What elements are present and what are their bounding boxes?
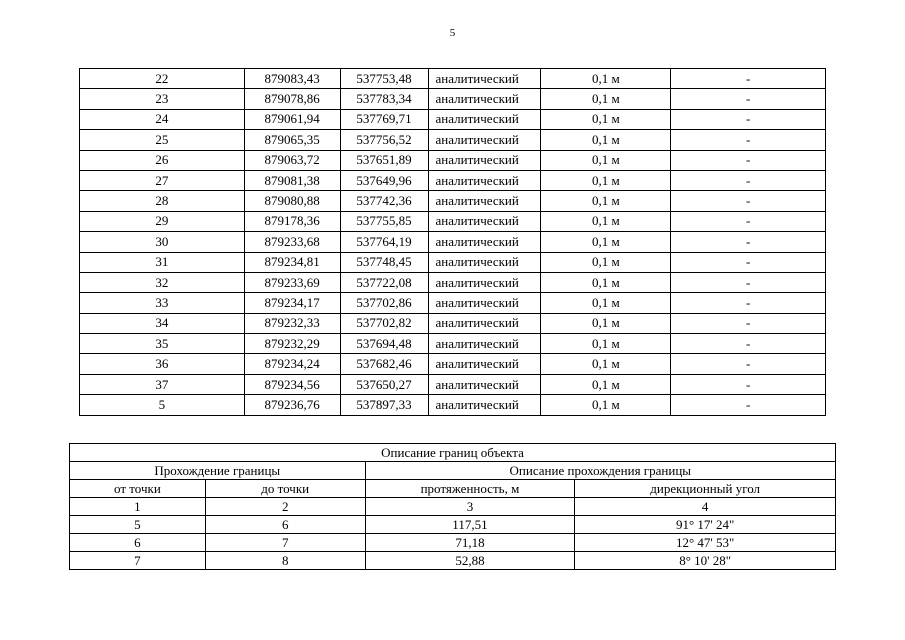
table-row	[80, 109, 826, 129]
y-coordinate-cell: 537756,52	[340, 130, 428, 150]
method-cell: аналитический	[428, 69, 541, 89]
to-point-cell: 7	[205, 534, 365, 552]
x-coordinate-cell: 879234,81	[244, 252, 340, 272]
note-cell: -	[671, 170, 826, 190]
y-coordinate-cell: 537694,48	[340, 334, 428, 354]
boundary-table-body	[70, 516, 836, 570]
x-coordinate-cell: 879178,36	[244, 211, 340, 231]
accuracy-cell: 0,1 м	[541, 374, 671, 394]
boundary-table-header-row	[70, 480, 836, 498]
column-number: 3	[365, 498, 575, 516]
column-header-from-point: от точки	[70, 480, 206, 498]
accuracy-cell: 0,1 м	[541, 232, 671, 252]
y-coordinate-cell: 537682,46	[340, 354, 428, 374]
length-cell: 117,51	[365, 516, 575, 534]
note-cell: -	[671, 252, 826, 272]
x-coordinate-cell: 879232,29	[244, 334, 340, 354]
method-cell: аналитический	[428, 130, 541, 150]
from-point-cell: 7	[70, 552, 206, 570]
y-coordinate-cell: 537649,96	[340, 170, 428, 190]
y-coordinate-cell: 537897,33	[340, 395, 428, 415]
note-cell: -	[671, 395, 826, 415]
y-coordinate-cell: 537651,89	[340, 150, 428, 170]
accuracy-cell: 0,1 м	[541, 130, 671, 150]
accuracy-cell: 0,1 м	[541, 69, 671, 89]
to-point-cell: 6	[205, 516, 365, 534]
x-coordinate-cell: 879080,88	[244, 191, 340, 211]
x-coordinate-cell: 879234,24	[244, 354, 340, 374]
point-number-cell: 26	[80, 150, 245, 170]
y-coordinate-cell: 537722,08	[340, 272, 428, 292]
note-cell: -	[671, 272, 826, 292]
note-cell: -	[671, 109, 826, 129]
length-cell: 52,88	[365, 552, 575, 570]
table-row	[80, 272, 826, 292]
boundary-description-table	[69, 443, 836, 570]
method-cell: аналитический	[428, 150, 541, 170]
table-row	[80, 191, 826, 211]
method-cell: аналитический	[428, 395, 541, 415]
method-cell: аналитический	[428, 170, 541, 190]
point-number-cell: 35	[80, 334, 245, 354]
column-number: 4	[575, 498, 836, 516]
method-cell: аналитический	[428, 232, 541, 252]
accuracy-cell: 0,1 м	[541, 211, 671, 231]
x-coordinate-cell: 879083,43	[244, 69, 340, 89]
angle-cell: 8° 10' 28"	[575, 552, 836, 570]
table-row	[80, 69, 826, 89]
method-cell: аналитический	[428, 293, 541, 313]
table-row	[80, 211, 826, 231]
accuracy-cell: 0,1 м	[541, 109, 671, 129]
y-coordinate-cell: 537748,45	[340, 252, 428, 272]
x-coordinate-cell: 879232,33	[244, 313, 340, 333]
accuracy-cell: 0,1 м	[541, 191, 671, 211]
accuracy-cell: 0,1 м	[541, 89, 671, 109]
table-row	[80, 130, 826, 150]
from-point-cell: 6	[70, 534, 206, 552]
note-cell: -	[671, 150, 826, 170]
accuracy-cell: 0,1 м	[541, 293, 671, 313]
note-cell: -	[671, 293, 826, 313]
method-cell: аналитический	[428, 272, 541, 292]
point-number-cell: 30	[80, 232, 245, 252]
boundary-table-number-row	[70, 498, 836, 516]
table-row	[80, 252, 826, 272]
y-coordinate-cell: 537753,48	[340, 69, 428, 89]
y-coordinate-cell: 537702,86	[340, 293, 428, 313]
point-number-cell: 29	[80, 211, 245, 231]
y-coordinate-cell: 537702,82	[340, 313, 428, 333]
accuracy-cell: 0,1 м	[541, 354, 671, 374]
point-number-cell: 34	[80, 313, 245, 333]
note-cell: -	[671, 334, 826, 354]
point-number-cell: 37	[80, 374, 245, 394]
x-coordinate-cell: 879078,86	[244, 89, 340, 109]
note-cell: -	[671, 313, 826, 333]
point-number-cell: 28	[80, 191, 245, 211]
y-coordinate-cell: 537755,85	[340, 211, 428, 231]
coordinates-table-body	[80, 69, 826, 416]
column-number: 1	[70, 498, 206, 516]
accuracy-cell: 0,1 м	[541, 170, 671, 190]
x-coordinate-cell: 879063,72	[244, 150, 340, 170]
boundary-table-group-row	[70, 462, 836, 480]
column-header-length: протяженность, м	[365, 480, 575, 498]
x-coordinate-cell: 879236,76	[244, 395, 340, 415]
y-coordinate-cell: 537764,19	[340, 232, 428, 252]
method-cell: аналитический	[428, 313, 541, 333]
table-row	[80, 232, 826, 252]
group-header-passage: Прохождение границы	[70, 462, 366, 480]
coordinates-table	[79, 68, 826, 416]
point-number-cell: 24	[80, 109, 245, 129]
x-coordinate-cell: 879234,56	[244, 374, 340, 394]
x-coordinate-cell: 879081,38	[244, 170, 340, 190]
accuracy-cell: 0,1 м	[541, 334, 671, 354]
group-header-description: Описание прохождения границы	[365, 462, 835, 480]
note-cell: -	[671, 211, 826, 231]
x-coordinate-cell: 879233,69	[244, 272, 340, 292]
point-number-cell: 25	[80, 130, 245, 150]
accuracy-cell: 0,1 м	[541, 150, 671, 170]
method-cell: аналитический	[428, 89, 541, 109]
method-cell: аналитический	[428, 374, 541, 394]
accuracy-cell: 0,1 м	[541, 313, 671, 333]
point-number-cell: 27	[80, 170, 245, 190]
y-coordinate-cell: 537769,71	[340, 109, 428, 129]
accuracy-cell: 0,1 м	[541, 395, 671, 415]
table-row	[80, 334, 826, 354]
note-cell: -	[671, 191, 826, 211]
method-cell: аналитический	[428, 334, 541, 354]
note-cell: -	[671, 232, 826, 252]
column-header-to-point: до точки	[205, 480, 365, 498]
table-row	[80, 374, 826, 394]
table-row	[70, 516, 836, 534]
method-cell: аналитический	[428, 252, 541, 272]
point-number-cell: 36	[80, 354, 245, 374]
x-coordinate-cell: 879234,17	[244, 293, 340, 313]
note-cell: -	[671, 354, 826, 374]
column-number: 2	[205, 498, 365, 516]
length-cell: 71,18	[365, 534, 575, 552]
column-header-angle: дирекционный угол	[575, 480, 836, 498]
x-coordinate-cell: 879233,68	[244, 232, 340, 252]
point-number-cell: 22	[80, 69, 245, 89]
method-cell: аналитический	[428, 211, 541, 231]
point-number-cell: 31	[80, 252, 245, 272]
method-cell: аналитический	[428, 191, 541, 211]
accuracy-cell: 0,1 м	[541, 272, 671, 292]
y-coordinate-cell: 537742,36	[340, 191, 428, 211]
method-cell: аналитический	[428, 109, 541, 129]
boundary-table-title: Описание границ объекта	[70, 444, 836, 462]
table-row	[80, 293, 826, 313]
table-row	[80, 150, 826, 170]
table-row	[80, 395, 826, 415]
x-coordinate-cell: 879065,35	[244, 130, 340, 150]
accuracy-cell: 0,1 м	[541, 252, 671, 272]
page-number: 5	[449, 27, 456, 39]
table-row	[70, 552, 836, 570]
table-row	[70, 534, 836, 552]
y-coordinate-cell: 537650,27	[340, 374, 428, 394]
table-row	[80, 354, 826, 374]
note-cell: -	[671, 89, 826, 109]
angle-cell: 12° 47' 53"	[575, 534, 836, 552]
note-cell: -	[671, 130, 826, 150]
method-cell: аналитический	[428, 354, 541, 374]
table-row	[80, 313, 826, 333]
table-row	[80, 170, 826, 190]
table-row	[80, 89, 826, 109]
to-point-cell: 8	[205, 552, 365, 570]
point-number-cell: 23	[80, 89, 245, 109]
note-cell: -	[671, 374, 826, 394]
boundary-table-title-row	[70, 444, 836, 462]
y-coordinate-cell: 537783,34	[340, 89, 428, 109]
point-number-cell: 33	[80, 293, 245, 313]
from-point-cell: 5	[70, 516, 206, 534]
point-number-cell: 5	[80, 395, 245, 415]
note-cell: -	[671, 69, 826, 89]
x-coordinate-cell: 879061,94	[244, 109, 340, 129]
angle-cell: 91° 17' 24"	[575, 516, 836, 534]
point-number-cell: 32	[80, 272, 245, 292]
